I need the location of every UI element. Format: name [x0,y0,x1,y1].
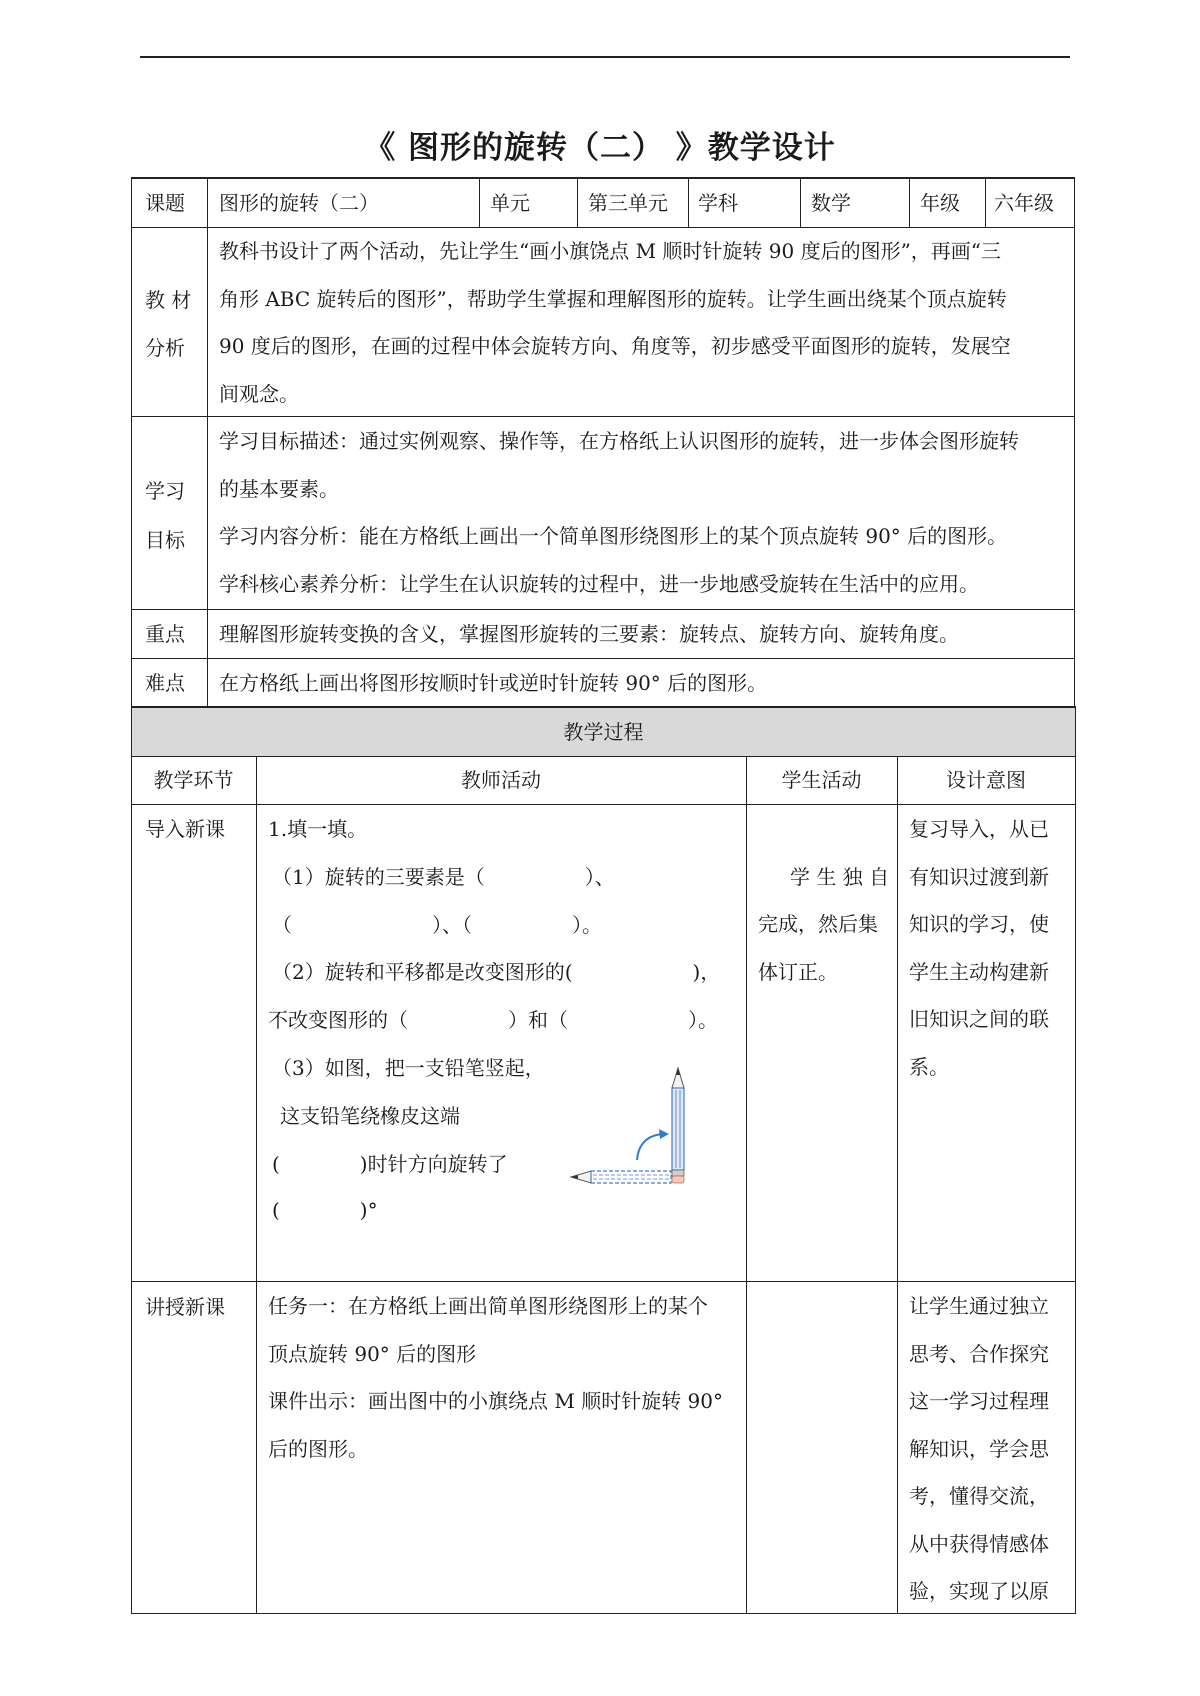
col-stage: 教学环节 [153,768,234,792]
grade-value: 六年级 [994,191,1054,215]
analysis-label-2: 分析 [145,336,185,360]
stage-new-lesson: 讲授新课 [145,1295,225,1319]
goals-text [219,418,1019,608]
student-line: 学 生 独 自 [790,864,890,889]
teacher-line: ( )时针方向旋转了 [272,1152,508,1176]
intent-line: 有知识过渡到新 [909,864,1049,889]
intent-line: 这一学习过程理 [909,1389,1049,1413]
teacher-line: ( )° [272,1198,378,1222]
goals-line: 学习内容分析：能在方格纸上画出一个简单图形绕图形上的某个顶点旋转 90° 后的图形。 [219,524,1008,548]
grade-label: 年级 [920,191,960,215]
intent-line: 学生主动构建新 [909,959,1049,984]
design-intent-new [909,1283,1049,1616]
teacher-line: （3）如图，把一支铅笔竖起， [272,1056,545,1080]
intent-line: 从中获得情感体 [909,1531,1049,1556]
analysis-line: 角形 ABC 旋转后的图形”，帮助学生掌握和理解图形的旋转。让学生画出绕某个顶点旋转 [219,286,1007,311]
pencil-rotation-figure [565,1060,715,1190]
teacher-line: （2）旋转和平移都是改变图形的( )， [272,960,721,984]
intent-line: 让学生通过独立 [909,1294,1049,1318]
difficulty-text: 在方格纸上画出将图形按顺时针或逆时针旋转 90° 后的图形。 [219,671,768,695]
page-title: 《 图形的旋转（二） 》教学设计 [364,130,836,166]
teacher-line: 顶点旋转 90° 后的图形 [268,1341,477,1366]
col-intent: 设计意图 [946,768,1026,792]
design-intent-intro [909,806,1049,1091]
analysis-text [219,228,1011,418]
teacher-line: （ ）、（ ）。 [272,913,602,937]
goals-line: 的基本要素。 [219,476,339,501]
goals-line: 学习目标描述：通过实例观察、操作等，在方格纸上认识图形的旋转，进一步体会图形旋转 [219,429,1019,453]
student-line: 体订正。 [758,959,838,984]
goals-label-1: 学习 [145,479,185,503]
analysis-line: 90 度后的图形，在画的过程中体会旋转方向、角度等，初步感受平面图形的旋转，发展空 [219,334,1011,358]
unit-label: 单元 [490,191,530,215]
analysis-line: 间观念。 [219,381,299,406]
key-point-label: 重点 [145,622,185,646]
student-line: 完成，然后集 [758,912,878,936]
stage-intro: 导入新课 [145,817,225,841]
unit-value: 第三单元 [588,191,668,215]
intent-line: 解知识，学会思 [909,1436,1049,1461]
header-rule [140,56,1070,58]
teacher-line: 不改变图形的（ ）和（ ）。 [268,1008,718,1032]
student-activity [758,806,894,996]
intent-line: 复习导入，从已 [909,817,1049,841]
subject-label: 学科 [698,191,738,215]
col-student: 学生活动 [781,768,862,792]
intent-line: 知识的学习，使 [909,912,1049,936]
analysis-line: 教科书设计了两个活动，先让学生“画小旗饶点 M 顺时针旋转 90 度后的图形”，再画“三 [219,239,1002,263]
intent-line: 验，实现了以原 [909,1579,1049,1603]
goals-line: 学科核心素养分析：让学生在认识旋转的过程中，进一步地感受旋转在生活中的应用。 [219,571,979,596]
intent-line: 旧知识之间的联 [909,1007,1049,1031]
topic-value: 图形的旋转（二） [219,191,379,215]
process-header: 教学过程 [563,720,644,744]
teacher-line: 课件出示：画出图中的小旗绕点 M 顺时针旋转 90° [268,1389,723,1413]
intent-line: 系。 [909,1054,949,1079]
teacher-task-text [268,1283,723,1473]
subject-value: 数学 [811,191,851,215]
teacher-line: 1.填一填。 [268,817,368,841]
goals-label-2: 目标 [145,528,185,552]
teacher-line: （1）旋转的三要素是（ ）、 [272,865,615,889]
topic-label: 课题 [145,191,185,215]
intent-line: 思考、合作探究 [909,1341,1049,1366]
teacher-line: 这支铅笔绕橡皮这端 [280,1104,460,1128]
analysis-label-1: 教 材 [145,288,192,312]
key-point-text: 理解图形旋转变换的含义，掌握图形旋转的三要素：旋转点、旋转方向、旋转角度。 [219,622,959,646]
teacher-line: 后的图形。 [268,1436,368,1461]
teacher-line: 任务一：在方格纸上画出简单图形绕图形上的某个 [268,1294,708,1318]
col-teacher: 教师活动 [461,768,541,792]
intent-line: 考，懂得交流， [909,1484,1049,1508]
difficulty-label: 难点 [145,671,185,695]
